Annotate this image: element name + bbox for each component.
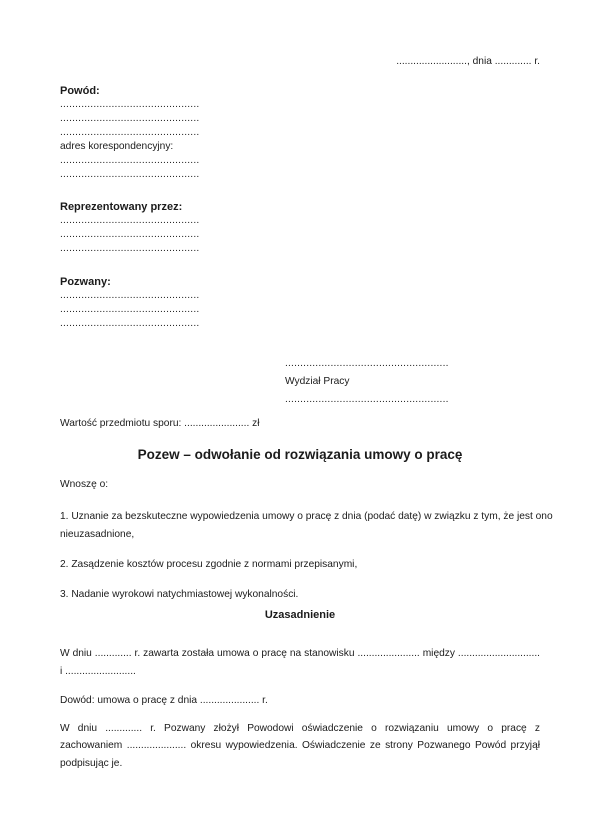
- motion-intro: Wnoszę o:: [60, 479, 109, 490]
- plaintiff-section: [60, 84, 540, 182]
- dispute-value-line: Wartość przedmiotu sporu: ....................... zł: [60, 418, 260, 429]
- motion-item-1-line: 1. Uznanie za bezskuteczne wypowiedzenia umowy o pracę z dnia (podać datę) w związku z tym, że jest ono: [60, 511, 553, 522]
- date-line: ........................., dnia ............. r.: [396, 56, 540, 67]
- representative-fill-line: ..............................................: [60, 215, 200, 226]
- paragraph-contract-line: i .........................: [60, 665, 136, 677]
- representative-fill-line: ..............................................: [60, 243, 200, 254]
- paragraph-termination-line: zachowaniem ..................... okresu wypowiedzenia. Oświadczenie ze strony Pozwanego Powód przyjął: [60, 740, 540, 751]
- court-block: [285, 355, 540, 409]
- paragraph-termination-line: W dniu ............. r. Pozwany złożył Powodowi oświadczenie o rozwiązaniu umowy o pracę z: [60, 722, 540, 734]
- motion-item-3-line: 3. Nadanie wyrokowi natychmiastowej wykonalności.: [60, 588, 299, 600]
- plaintiff-address-fill-line: ..............................................: [60, 155, 200, 166]
- representative-section: [60, 200, 540, 256]
- defendant-fill-line: ..............................................: [60, 318, 200, 329]
- paragraph-termination-line: podpisując je.: [60, 757, 123, 769]
- defendant-section: [60, 275, 540, 331]
- plaintiff-address-label: adres korespondencyjny:: [60, 141, 174, 152]
- motion-item-1: [60, 508, 553, 543]
- motion-item-2: [60, 556, 540, 574]
- plaintiff-label: Powód:: [60, 85, 100, 97]
- motion-item-3: [60, 586, 540, 604]
- defendant-label: Pozwany:: [60, 276, 111, 288]
- plaintiff-address-fill-line: ..............................................: [60, 169, 200, 180]
- justification-heading: Uzasadnienie: [264, 609, 336, 621]
- motion-item-1-line: nieuzasadnione,: [60, 528, 135, 540]
- plaintiff-fill-line: ..............................................: [60, 127, 200, 138]
- motion-item-2-line: 2. Zasądzenie kosztów procesu zgodnie z normami przepisanymi,: [60, 559, 358, 570]
- paragraph-termination: [60, 720, 540, 773]
- paragraph-contract: [60, 645, 540, 680]
- court-fill-line-bottom: ......................................................: [285, 394, 449, 405]
- evidence-line-paragraph: [60, 692, 540, 710]
- court-fill-line-top: ......................................................: [285, 358, 449, 369]
- paragraph-contract-line: W dniu ............. r. zawarta została umowa o pracę na stanowisku ...................... między .............................: [60, 648, 540, 659]
- plaintiff-fill-line: ..............................................: [60, 113, 200, 124]
- court-department: Wydział Pracy: [285, 376, 350, 387]
- evidence-line: Dowód: umowa o pracę z dnia ..................... r.: [60, 695, 268, 706]
- representative-fill-line: ..............................................: [60, 229, 200, 240]
- defendant-fill-line: ..............................................: [60, 304, 200, 315]
- defendant-fill-line: ..............................................: [60, 290, 200, 301]
- representative-label: Reprezentowany przez:: [60, 201, 183, 213]
- plaintiff-fill-line: ..............................................: [60, 99, 200, 110]
- document-title: Pozew – odwołanie od rozwiązania umowy o pracę: [137, 447, 463, 462]
